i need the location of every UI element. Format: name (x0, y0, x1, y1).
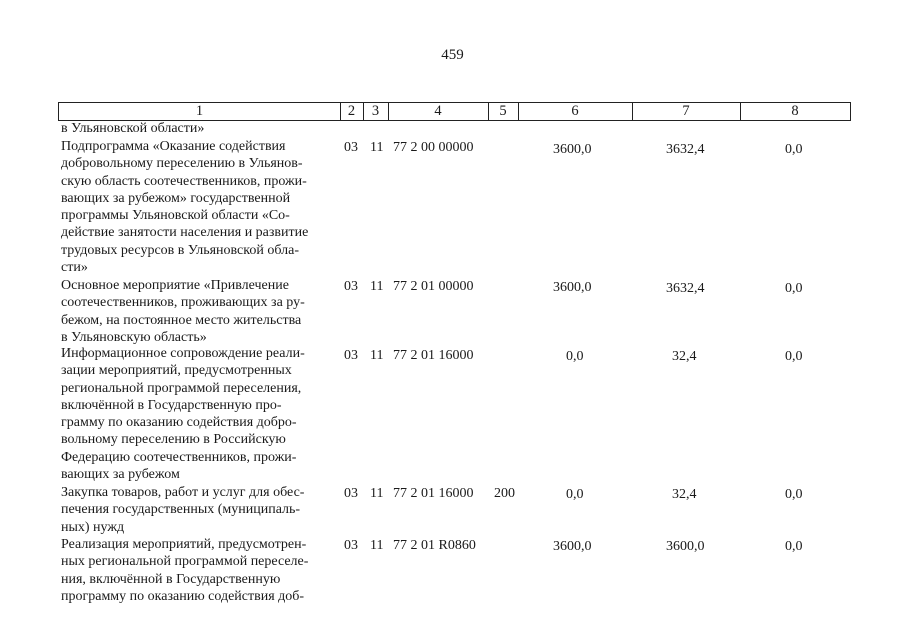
row-col-2: 03 (344, 538, 358, 553)
row-col-6: 0,0 (566, 487, 584, 502)
continuation-text: в Ульяновской области» (61, 121, 205, 136)
page-number: 459 (441, 47, 464, 63)
row-col-2: 03 (344, 140, 358, 155)
row-col-3: 11 (370, 279, 384, 294)
header-col-7: 7 (632, 102, 741, 121)
header-col-6: 6 (518, 102, 633, 121)
row-col-4: 77 2 01 00000 (393, 279, 474, 294)
header-col-1: 1 (58, 102, 341, 121)
header-col-8: 8 (740, 102, 851, 121)
row-col-4: 77 2 01 16000 (393, 348, 474, 363)
row-col-7: 3600,0 (666, 539, 705, 554)
row-col-8: 0,0 (785, 539, 803, 554)
row-col-4: 77 2 01 R0860 (393, 538, 476, 553)
row-description: Основное мероприятие «Привлечение соотечественников, проживающих за ру- бежом, на постоянное место жительства в Ульяновскую область» (61, 278, 305, 345)
row-col-8: 0,0 (785, 349, 803, 364)
row-col-7: 32,4 (672, 487, 697, 502)
row-description: Реализация мероприятий, предусмотрен- ных региональной программой переселе- ния, включённой в Государственную программу по оказанию содействия доб- (61, 537, 309, 604)
row-description: Информационное сопровождение реали- зации мероприятий, предусмотренных региональной программой переселения, включённой в Государственную про- грамму по оказанию содействия добро- вольному переселению в Российскую Федерацию соотечественников, прожи- вающих за рубежом (61, 346, 305, 483)
row-col-3: 11 (370, 486, 384, 501)
header-col-2: 2 (340, 102, 364, 121)
row-col-8: 0,0 (785, 487, 803, 502)
row-col-8: 0,0 (785, 281, 803, 296)
row-col-4: 77 2 01 16000 (393, 486, 474, 501)
row-col-7: 3632,4 (666, 142, 705, 157)
row-col-8: 0,0 (785, 142, 803, 157)
row-col-6: 3600,0 (553, 280, 592, 295)
row-description: Подпрограмма «Оказание содействия добровольному переселению в Ульянов- скую область соотечественников, прожи- вающих за рубежом» государственной программы Ульяновской области «Со- действие занятости населения и развитие трудовых ресурсов в Ульяновской обла- сти» (61, 139, 309, 276)
row-col-2: 03 (344, 348, 358, 363)
row-col-3: 11 (370, 140, 384, 155)
row-description: Закупка товаров, работ и услуг для обес- печения государственных (муниципаль- ных) нужд (61, 485, 305, 535)
row-col-2: 03 (344, 279, 358, 294)
header-col-5: 5 (488, 102, 519, 121)
row-col-6: 0,0 (566, 349, 584, 364)
row-col-6: 3600,0 (553, 539, 592, 554)
row-col-3: 11 (370, 348, 384, 363)
header-col-4: 4 (388, 102, 489, 121)
row-col-3: 11 (370, 538, 384, 553)
header-col-3: 3 (363, 102, 389, 121)
row-col-6: 3600,0 (553, 142, 592, 157)
row-col-5: 200 (494, 486, 515, 501)
row-col-4: 77 2 00 00000 (393, 140, 474, 155)
row-col-7: 32,4 (672, 349, 697, 364)
row-col-2: 03 (344, 486, 358, 501)
row-col-7: 3632,4 (666, 281, 705, 296)
